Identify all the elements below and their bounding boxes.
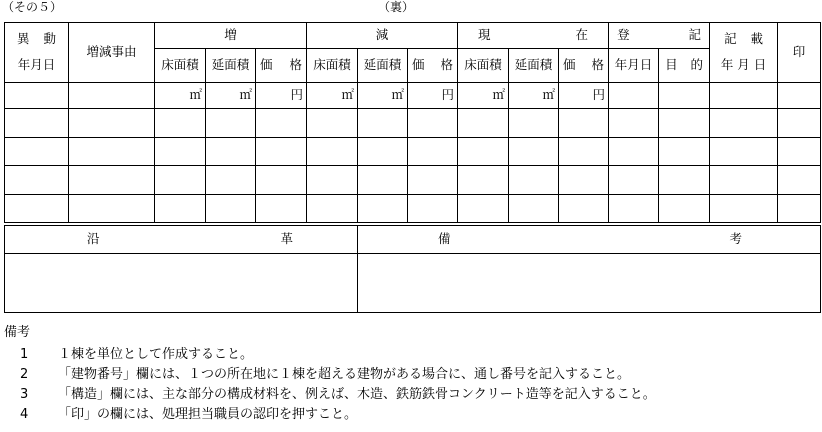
entry-cell[interactable] [358,138,408,166]
note-number: 4 [20,407,29,422]
entry-cell[interactable] [778,166,821,195]
note-text: １棟を単位として作成すること。 [58,347,254,362]
entry-cell[interactable] [509,166,559,195]
entry-cell[interactable] [5,195,69,223]
ledger-table [4,22,821,223]
note-item [4,345,656,365]
decrease-total-floor-header: 延面積 [358,49,408,83]
entry-cell[interactable] [408,195,458,223]
notes-title: 備考 [4,325,31,340]
unit-area: ㎡ [155,83,206,109]
entry-cell[interactable] [206,166,256,195]
entry-cell[interactable] [509,109,559,138]
entry-cell[interactable] [408,109,458,138]
decrease-header: 減 [307,23,458,49]
entry-cell[interactable] [659,195,710,223]
note-text: 「構造」欄には、主な部分の構成材料を、例えば、木造、鉄筋鉄骨コンクリート造等を記入すること。 [58,387,656,402]
entry-cell[interactable] [408,138,458,166]
notes [4,323,656,425]
decrease-floor-header: 床面積 [307,49,358,83]
entry-cell[interactable] [710,166,778,195]
increase-floor-header: 床面積 [155,49,206,83]
note-number: 2 [20,367,29,382]
note-number: 1 [20,347,29,362]
history-header: 沿 革 [5,226,358,254]
entry-cell[interactable] [659,138,710,166]
note-item [4,405,656,425]
entry-cell[interactable] [559,166,609,195]
remarks-header: 備 考 [358,226,821,254]
entry-cell[interactable] [69,166,155,195]
side-label: （裏） [378,0,415,14]
entry-cell[interactable] [778,83,821,109]
entry-cell[interactable] [609,83,659,109]
note-item [4,385,656,405]
increase-price-header: 価 格 [256,49,307,83]
entry-cell[interactable] [256,166,307,195]
entry-cell[interactable] [307,195,358,223]
unit-area: ㎡ [509,83,559,109]
entry-cell[interactable] [5,138,69,166]
increase-header: 増 [155,23,307,49]
decrease-price-header: 価 格 [408,49,458,83]
part-label: （その５） [2,0,63,14]
unit-area: ㎡ [307,83,358,109]
unit-row [5,83,821,109]
table-row [5,138,821,166]
entry-cell[interactable] [559,195,609,223]
entry-cell[interactable] [69,109,155,138]
increase-total-floor-header: 延面積 [206,49,256,83]
entry-cell[interactable] [710,109,778,138]
entry-cell[interactable] [307,166,358,195]
entry-cell[interactable] [778,109,821,138]
entry-cell[interactable] [256,109,307,138]
entry-cell[interactable] [5,109,69,138]
registry-header: 登 記 [609,23,710,49]
entry-cell[interactable] [559,138,609,166]
unit-area: ㎡ [458,83,509,109]
unit-yen: 円 [256,83,307,109]
note-number: 3 [20,387,29,402]
note-text: 「建物番号」欄には、１つの所在地に１棟を超える建物がある場合に、通し番号を記入すること。 [58,367,631,382]
entry-cell[interactable] [559,109,609,138]
entry-cell[interactable] [358,166,408,195]
table-row [5,166,821,195]
entry-cell[interactable] [710,195,778,223]
table-row [5,109,821,138]
reason-header: 増減事由 [69,23,155,83]
entry-cell[interactable] [155,138,206,166]
entry-cell[interactable] [206,195,256,223]
unit-area: ㎡ [206,83,256,109]
entry-cell[interactable] [69,83,155,109]
entry-cell[interactable] [5,83,69,109]
current-header: 現 在 [458,23,609,49]
entry-cell[interactable] [659,83,710,109]
history-entry-area[interactable] [5,254,358,313]
unit-yen: 円 [559,83,609,109]
entry-cell[interactable] [609,195,659,223]
registry-date-header: 年月日 [609,49,659,83]
seal-header: 印 [778,23,821,83]
entry-cell[interactable] [659,109,710,138]
current-total-floor-header: 延面積 [509,49,559,83]
entry-cell[interactable] [358,109,408,138]
entry-cell[interactable] [5,166,69,195]
note-item [4,365,656,385]
history-remarks-table [4,225,821,313]
unit-area: ㎡ [358,83,408,109]
remarks-entry-area[interactable] [358,254,821,313]
entry-cell[interactable] [408,166,458,195]
entry-cell[interactable] [710,138,778,166]
current-price-header: 価 格 [559,49,609,83]
entry-cell[interactable] [155,195,206,223]
entry-cell[interactable] [509,138,559,166]
entry-cell[interactable] [206,138,256,166]
entry-cell[interactable] [458,166,509,195]
entry-cell[interactable] [710,83,778,109]
entry-cell[interactable] [256,195,307,223]
entry-date-header: 記 載 年 月 日 [710,23,778,83]
current-floor-header: 床面積 [458,49,509,83]
entry-cell[interactable] [778,138,821,166]
entry-cell[interactable] [307,138,358,166]
entry-cell[interactable] [458,109,509,138]
entry-cell[interactable] [509,195,559,223]
entry-cell[interactable] [307,109,358,138]
entry-cell[interactable] [778,195,821,223]
entry-cell[interactable] [155,166,206,195]
ido-date-header: 異 動 年月日 [5,23,69,83]
entry-cell[interactable] [609,109,659,138]
entry-cell[interactable] [256,138,307,166]
registry-purpose-header: 目 的 [659,49,710,83]
unit-yen: 円 [408,83,458,109]
note-text: 「印」の欄には、処理担当職員の認印を押すこと。 [58,407,358,422]
entry-cell[interactable] [69,195,155,223]
entry-cell[interactable] [358,195,408,223]
entry-cell[interactable] [206,109,256,138]
entry-cell[interactable] [458,195,509,223]
entry-cell[interactable] [458,138,509,166]
table-row [5,195,821,223]
entry-cell[interactable] [155,109,206,138]
entry-cell[interactable] [69,138,155,166]
entry-cell[interactable] [609,138,659,166]
entry-cell[interactable] [609,166,659,195]
entry-cell[interactable] [659,166,710,195]
